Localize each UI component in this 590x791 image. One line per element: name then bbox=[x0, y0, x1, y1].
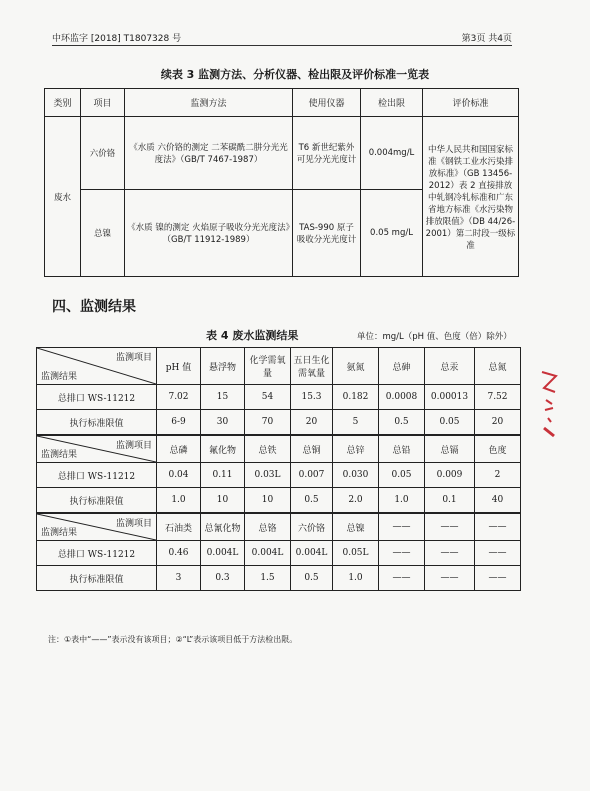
table-header-row bbox=[37, 513, 521, 541]
value-cell: 0.182 bbox=[333, 385, 379, 410]
corner-header-cell bbox=[37, 435, 157, 463]
value-cell: 1.5 bbox=[245, 566, 291, 591]
value-cell: 0.03L bbox=[245, 463, 291, 488]
value-cell: 20 bbox=[475, 410, 521, 436]
table-row bbox=[37, 488, 521, 514]
value-cell: 1.0 bbox=[333, 566, 379, 591]
value-cell: 0.5 bbox=[291, 566, 333, 591]
col-header: 总铅 bbox=[379, 435, 425, 463]
value-cell: 0.0008 bbox=[379, 385, 425, 410]
value-cell: 0.004L bbox=[291, 541, 333, 566]
value-cell: 10 bbox=[201, 488, 245, 514]
value-cell: 20 bbox=[291, 410, 333, 436]
table-row bbox=[37, 385, 521, 410]
table3-title: 续表 3 监测方法、分析仪器、检出限及评价标准一览表 bbox=[160, 68, 430, 81]
standard-cell: 中华人民共和国国家标准《钢铁工业水污染排放标准》（GB 13456-2012）表 2 直接排放中轧钢冷轧标准和广东省地方标准《水污染物排放限值》（DB 44/26-2001）第二时段一级标准 bbox=[423, 117, 519, 277]
col-header: 总铜 bbox=[291, 435, 333, 463]
value-cell: 10 bbox=[245, 488, 291, 514]
col-header: 氨氮 bbox=[333, 348, 379, 385]
col-header-category: 类别 bbox=[45, 89, 81, 117]
value-cell: 0.004L bbox=[245, 541, 291, 566]
col-header-method: 监测方法 bbox=[125, 89, 293, 117]
table-row bbox=[37, 410, 521, 436]
col-header-instrument: 使用仪器 bbox=[293, 89, 361, 117]
value-cell: 0.5 bbox=[379, 410, 425, 436]
section-heading: 四、监测结果 bbox=[52, 299, 136, 315]
table4-unit: 单位：mg/L（pH 值、色度（倍）除外） bbox=[357, 332, 512, 342]
col-header-limit: 检出限 bbox=[361, 89, 423, 117]
corner-label-results: 监测结果 bbox=[41, 372, 78, 382]
corner-label-items: 监测项目 bbox=[115, 441, 152, 451]
limit-cell: 0.05 mg/L bbox=[361, 190, 423, 277]
table-header-row bbox=[45, 89, 519, 117]
col-header: 总氮 bbox=[475, 348, 521, 385]
instrument-cell: T6 新世纪紫外可见分光光度计 bbox=[293, 117, 361, 190]
value-cell: —— bbox=[475, 566, 521, 591]
item-cell: 总镍 bbox=[81, 190, 125, 277]
col-header: 总镍 bbox=[333, 513, 379, 541]
col-header: 总砷 bbox=[379, 348, 425, 385]
limit-cell: 0.004mg/L bbox=[361, 117, 423, 190]
page-header bbox=[52, 31, 512, 44]
col-header: 总磷 bbox=[157, 435, 201, 463]
method-cell: 《水质 六价铬的测定 二苯碳酰二肼分光光度法》（GB/T 7467-1987） bbox=[125, 117, 293, 190]
value-cell: 7.52 bbox=[475, 385, 521, 410]
row-label: 执行标准限值 bbox=[37, 410, 157, 436]
value-cell: 0.1 bbox=[425, 488, 475, 514]
table-row bbox=[37, 463, 521, 488]
value-cell: 0.3 bbox=[201, 566, 245, 591]
col-header: —— bbox=[475, 513, 521, 541]
value-cell: 0.007 bbox=[291, 463, 333, 488]
value-cell: 0.46 bbox=[157, 541, 201, 566]
value-cell: —— bbox=[475, 541, 521, 566]
col-header: 总汞 bbox=[425, 348, 475, 385]
col-header: 氟化物 bbox=[201, 435, 245, 463]
col-header: 六价铬 bbox=[291, 513, 333, 541]
col-header: 总镉 bbox=[425, 435, 475, 463]
value-cell: 0.05 bbox=[425, 410, 475, 436]
value-cell: 15.3 bbox=[291, 385, 333, 410]
instrument-cell: TAS-990 原子吸收分光光度计 bbox=[293, 190, 361, 277]
header-divider bbox=[52, 45, 512, 46]
col-header: 色度 bbox=[475, 435, 521, 463]
table-row bbox=[37, 566, 521, 591]
table-row bbox=[37, 541, 521, 566]
value-cell: 2.0 bbox=[333, 488, 379, 514]
value-cell: 1.0 bbox=[157, 488, 201, 514]
col-header: —— bbox=[379, 513, 425, 541]
col-header: 悬浮物 bbox=[201, 348, 245, 385]
value-cell: 1.0 bbox=[379, 488, 425, 514]
row-label: 总排口 WS-11212 bbox=[37, 463, 157, 488]
value-cell: 5 bbox=[333, 410, 379, 436]
stamp-mark bbox=[538, 370, 560, 440]
table-header-row bbox=[37, 435, 521, 463]
value-cell: 3 bbox=[157, 566, 201, 591]
value-cell: 54 bbox=[245, 385, 291, 410]
value-cell: 0.11 bbox=[201, 463, 245, 488]
page-number: 第3页 共4页 bbox=[461, 34, 512, 44]
method-cell: 《水质 镍的测定 火焰原子吸收分光光度法》（GB/T 11912-1989） bbox=[125, 190, 293, 277]
table-row bbox=[45, 117, 519, 190]
category-cell: 废水 bbox=[45, 117, 81, 277]
row-label: 执行标准限值 bbox=[37, 566, 157, 591]
value-cell: 0.5 bbox=[291, 488, 333, 514]
value-cell: —— bbox=[379, 566, 425, 591]
value-cell: 70 bbox=[245, 410, 291, 436]
value-cell: 0.04 bbox=[157, 463, 201, 488]
value-cell: 7.02 bbox=[157, 385, 201, 410]
value-cell: 0.00013 bbox=[425, 385, 475, 410]
value-cell: 0.05 bbox=[379, 463, 425, 488]
value-cell: 6-9 bbox=[157, 410, 201, 436]
col-header: —— bbox=[425, 513, 475, 541]
table-note: 注：①表中“——”表示没有该项目；②“L”表示该项目低于方法检出限。 bbox=[48, 635, 298, 644]
value-cell: 15 bbox=[201, 385, 245, 410]
value-cell: 30 bbox=[201, 410, 245, 436]
value-cell: 0.05L bbox=[333, 541, 379, 566]
value-cell: —— bbox=[379, 541, 425, 566]
methods-table bbox=[44, 88, 519, 277]
value-cell: 0.030 bbox=[333, 463, 379, 488]
row-label: 总排口 WS-11212 bbox=[37, 541, 157, 566]
item-cell: 六价铬 bbox=[81, 117, 125, 190]
value-cell: 0.004L bbox=[201, 541, 245, 566]
table-header-row bbox=[37, 348, 521, 385]
results-table bbox=[36, 347, 521, 591]
value-cell: —— bbox=[425, 541, 475, 566]
col-header-standard: 评价标准 bbox=[423, 89, 519, 117]
col-header: 总铬 bbox=[245, 513, 291, 541]
corner-label-results: 监测结果 bbox=[41, 450, 78, 460]
col-header: 化学需氧量 bbox=[245, 348, 291, 385]
corner-header-cell bbox=[37, 348, 157, 385]
corner-label-results: 监测结果 bbox=[41, 528, 78, 538]
col-header: 总锌 bbox=[333, 435, 379, 463]
col-header: 总氰化物 bbox=[201, 513, 245, 541]
col-header: 五日生化需氧量 bbox=[291, 348, 333, 385]
value-cell: 40 bbox=[475, 488, 521, 514]
value-cell: 2 bbox=[475, 463, 521, 488]
corner-label-items: 监测项目 bbox=[115, 353, 152, 363]
col-header: pH 值 bbox=[157, 348, 201, 385]
col-header-item: 项目 bbox=[81, 89, 125, 117]
value-cell: 0.009 bbox=[425, 463, 475, 488]
report-number: 中环监字 [2018] T1807328 号 bbox=[52, 34, 182, 44]
col-header: 石油类 bbox=[157, 513, 201, 541]
value-cell: —— bbox=[425, 566, 475, 591]
row-label: 总排口 WS-11212 bbox=[37, 385, 157, 410]
table4-title: 表 4 废水监测结果 bbox=[206, 329, 299, 342]
col-header: 总铁 bbox=[245, 435, 291, 463]
corner-label-items: 监测项目 bbox=[115, 519, 152, 529]
row-label: 执行标准限值 bbox=[37, 488, 157, 514]
corner-header-cell bbox=[37, 513, 157, 541]
